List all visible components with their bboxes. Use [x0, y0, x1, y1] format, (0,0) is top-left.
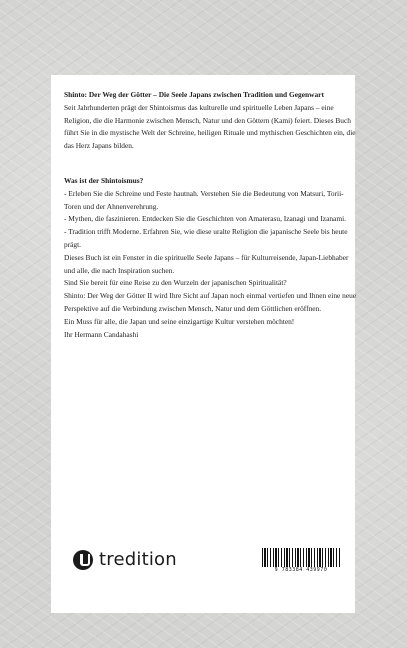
- bullet-item: - Mythen, die faszinieren. Entdecken Sie die Geschichten von Amaterasu, Izanagi und Izanami.: [64, 214, 346, 224]
- barcode-bars: [262, 548, 340, 567]
- body-paragraph: Sind Sie bereit für eine Reise zu den Wurzeln der japanischen Spiritualität?: [64, 278, 287, 288]
- body-paragraph: Dieses Buch ist ein Fenster in die spirituelle Seele Japans – für Kulturreisende, Japan-Liebhaber und alle, die nach Inspiration suchen.: [64, 252, 349, 275]
- barcode-digits: 9 783384 439970: [274, 567, 328, 573]
- isbn-barcode: [256, 546, 346, 576]
- bullet-item: - Erleben Sie die Schreine und Feste hautnah. Verstehen Sie die Bedeutung von Matsuri, Torii-Toren und der Ahnenverehrung.: [64, 188, 344, 211]
- body-paragraph: Shinto: Der Weg der Götter II wird Ihre Sicht auf Japan noch einmal vertiefen und Ihnen eine neue Perspektive auf die Verbindung zwischen Mensch, Natur und dem Göttlichen eröffnen.: [64, 291, 357, 313]
- subheading: Was ist der Shintoismus?: [64, 175, 144, 185]
- tredition-logo-icon: [73, 550, 93, 570]
- publisher-logo: [73, 549, 177, 570]
- intro-paragraph: Seit Jahrhunderten prägt der Shintoismus das kulturelle und spirituelle Leben Japans – eine Religion, die die Harmonie zwischen Mensch, Natur und den Göttern (Kami) feiert. Dieses Buch führt Sie in die mystische Welt der Schreine, heiligen Rituale und mythischen Geschichten ein, die das Herz Japans bilden.: [64, 102, 356, 151]
- author-signoff: Ihr Hermann Candahashi: [64, 329, 139, 339]
- blurb: [64, 89, 360, 341]
- body-paragraph: Ein Muss für alle, die Japan und seine einzigartige Kultur verstehen möchten!: [64, 316, 295, 326]
- book-title: Shinto: Der Weg der Götter – Die Seele Japans zwischen Tradition und Gegenwart: [64, 90, 324, 99]
- bullet-item: - Tradition trifft Moderne. Erfahren Sie, wie diese uralte Religion die japanische Seele bis heute prägt.: [64, 227, 348, 249]
- publisher-name: tredition: [99, 549, 177, 570]
